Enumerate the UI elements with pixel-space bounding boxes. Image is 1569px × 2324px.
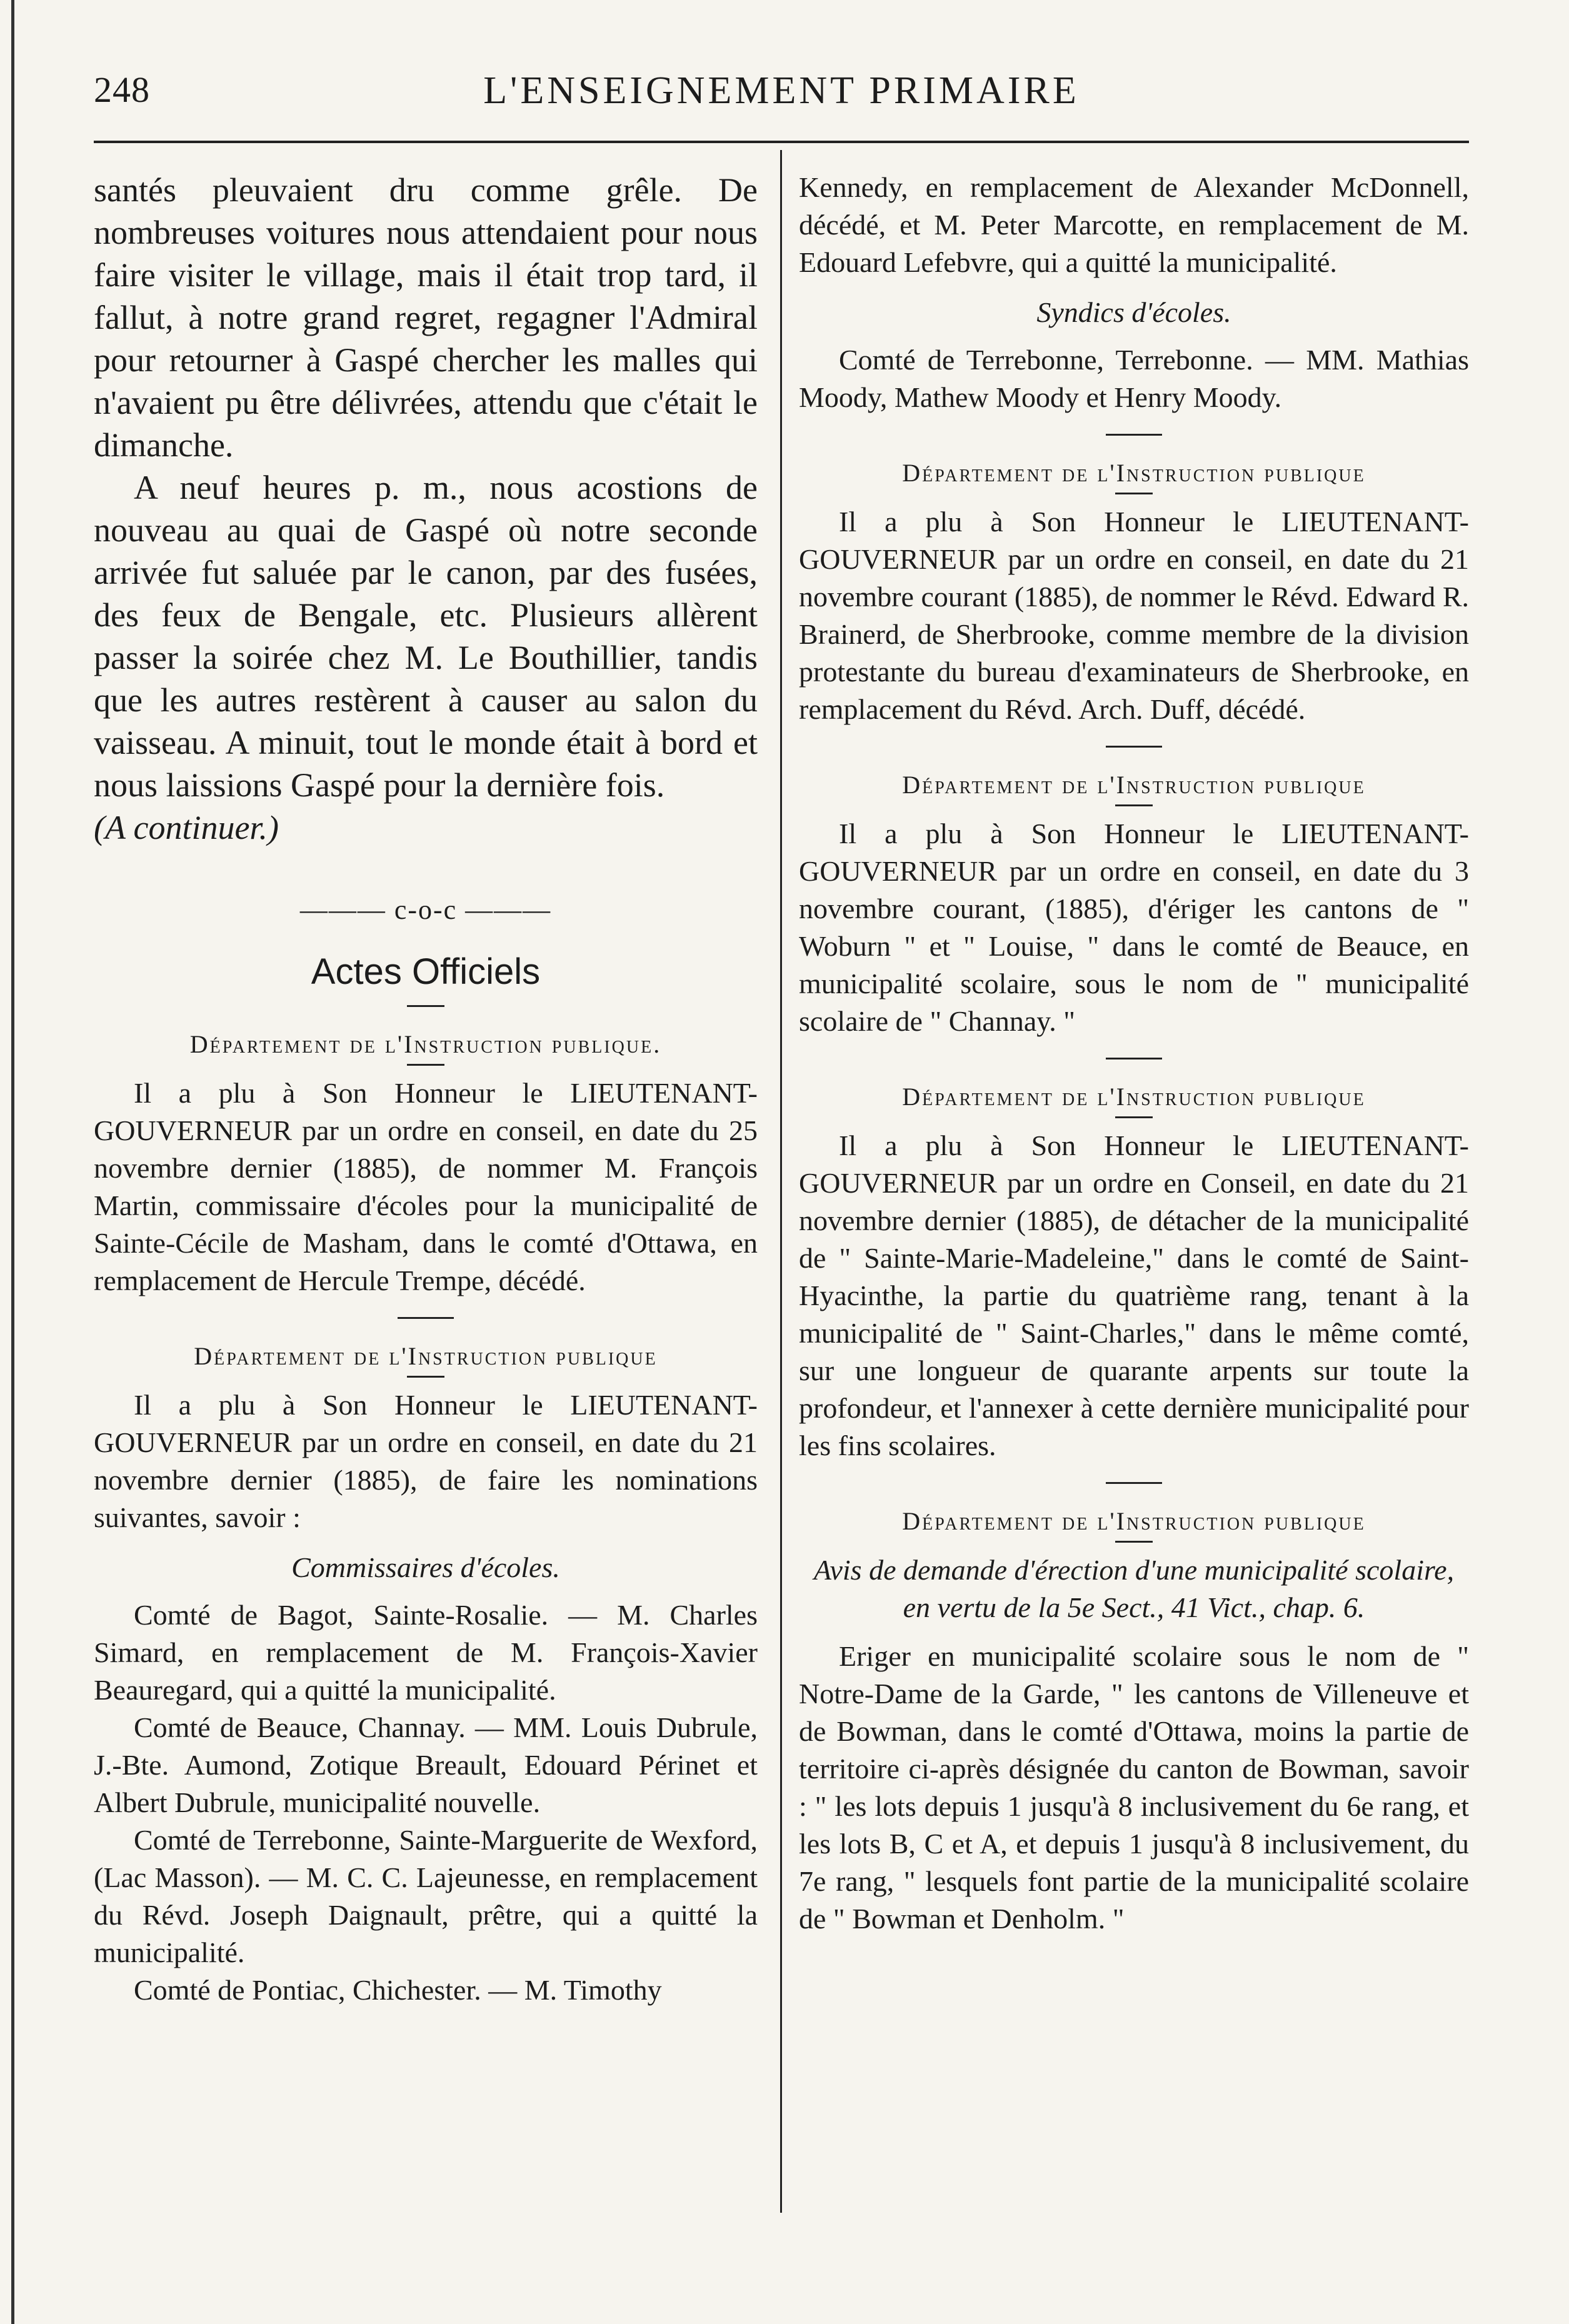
separator-rule bbox=[398, 1317, 454, 1319]
right-column bbox=[799, 169, 1469, 1938]
official-act: Il a plu à Son Honneur le LIEUTENANT-GOUVERNEUR par un ordre en conseil, en date du 25 novembre dernier (1885), de nommer M. François Martin, commissaire d'écoles pour la municipalité de Sainte-Cécile de Masham, dans le comté d'Ottawa, en remplacement de Hercule Trempe, décédé. bbox=[94, 1077, 758, 1296]
column-rule bbox=[780, 150, 782, 2213]
department-heading: Département de l'Instruction publique bbox=[902, 1507, 1366, 1535]
dash-rule bbox=[1115, 1541, 1153, 1543]
appointment-entry: Comté de Pontiac, Chichester. — M. Timothy bbox=[134, 1974, 662, 2006]
department-heading: Département de l'Instruction publique bbox=[902, 771, 1366, 799]
dash-rule bbox=[1115, 804, 1153, 806]
running-title: L'ENSEIGNEMENT PRIMAIRE bbox=[483, 69, 1080, 112]
subheading-syndics: Syndics d'écoles. bbox=[1036, 296, 1231, 328]
ornament-divider: ——— c-o-c ——— bbox=[299, 894, 552, 925]
dash-rule bbox=[407, 1005, 444, 1007]
official-act: Il a plu à Son Honneur le LIEUTENANT-GOUVERNEUR par un ordre en conseil, en date du 3 novembre courant, (1885), d'ériger les cantons de " Woburn " et " Louise, " dans le comté de Beauce, en municipalité scolaire, sous le nom de " municipalité scolaire de " Channay. " bbox=[799, 818, 1469, 1037]
header-rule bbox=[94, 141, 1469, 143]
department-heading: Département de l'Instruction publique bbox=[902, 1083, 1366, 1111]
department-heading: Département de l'Instruction publique. bbox=[189, 1030, 662, 1058]
official-act: Il a plu à Son Honneur le LIEUTENANT-GOUVERNEUR par un ordre en Conseil, en date du 21 novembre dernier (1885), de détacher de la municipalité de " Sainte-Marie-Madeleine," dans le comté de Saint-Hyacinthe, la partie du quatrième rang, tenant à la municipalité de " Saint-Charles," dans le même comté, sur une longueur de quarante arpents sur toute la profondeur, et l'annexer à cette dernière municipalité pour les fins scolaires. bbox=[799, 1129, 1469, 1461]
official-act: Il a plu à Son Honneur le LIEUTENANT-GOUVERNEUR par un ordre en conseil, en date du 21 novembre courant (1885), de nommer le Révd. Edward R. Brainerd, de Sherbrooke, comme membre de la division protestante du bureau d'examinateurs de Sherbrooke, en remplacement du Révd. Arch. Duff, décédé. bbox=[799, 506, 1469, 725]
subheading-commissaires: Commissaires d'écoles. bbox=[291, 1551, 560, 1583]
paragraph: A neuf heures p. m., nous acostions de nouveau au quai de Gaspé où notre seconde arrivée fut saluée par le canon, par des fusées, des feux de Bengale, etc. Plusieurs allèrent passer la soirée chez M. Le Bouthillier, tandis que les autres restèrent à causer au salon du vaisseau. A minuit, tout le monde était à bord et nous laissions Gaspé pour la dernière fois. bbox=[94, 469, 758, 804]
separator-rule bbox=[1106, 1482, 1162, 1484]
appointment-continuation: Kennedy, en remplacement de Alexander McDonnell, décédé, et M. Peter Marcotte, en remplacement de M. Edouard Lefebvre, qui a quitté la municipalité. bbox=[799, 171, 1469, 278]
separator-rule bbox=[1106, 746, 1162, 748]
appointment-entry: Comté de Terrebonne, Terrebonne. — MM. Mathias Moody, Mathew Moody et Henry Moody. bbox=[799, 344, 1469, 413]
dash-rule bbox=[1115, 493, 1153, 494]
dash-rule bbox=[407, 1376, 444, 1378]
page-number: 248 bbox=[94, 69, 150, 110]
department-heading: Département de l'Instruction publique bbox=[194, 1342, 658, 1370]
appointment-entry: Comté de Bagot, Sainte-Rosalie. — M. Charles Simard, en remplacement de M. François-Xavier Beauregard, qui a quitté la municipalité. bbox=[94, 1599, 758, 1706]
article-continuation bbox=[94, 169, 758, 849]
official-act: Il a plu à Son Honneur le LIEUTENANT-GOUVERNEUR par un ordre en conseil, en date du 21 novembre dernier (1885), de faire les nominations suivantes, savoir : bbox=[94, 1389, 758, 1533]
notice-title: Avis de demande d'érection d'une municipalité scolaire, en vertu de la 5e Sect., 41 Vict., chap. 6. bbox=[813, 1554, 1455, 1623]
department-heading: Département de l'Instruction publique bbox=[902, 459, 1366, 487]
page-binding-edge bbox=[11, 0, 14, 2324]
dash-rule bbox=[407, 1064, 444, 1066]
appointment-entry: Comté de Beauce, Channay. — MM. Louis Dubrule, J.-Bte. Aumond, Zotique Breault, Edouard Périnet et Albert Dubrule, municipalité nouvelle. bbox=[94, 1711, 758, 1818]
separator-rule bbox=[1106, 1058, 1162, 1059]
paragraph: santés pleuvaient dru comme grêle. De nombreuses voitures nous attendaient pour nous faire visiter le village, mais il était trop tard, il fallut, à notre grand regret, regagner l'Admiral pour retourner à Gaspé chercher les malles qui n'avaient pu être délivrées, attendu que c'était le dimanche. bbox=[94, 171, 758, 464]
section-title: Actes Officiels bbox=[311, 951, 541, 992]
appointment-entry: Comté de Terrebonne, Sainte-Marguerite de Wexford, (Lac Masson). — M. C. C. Lajeunesse, en remplacement du Révd. Joseph Daignault, prêtre, qui a quitté la municipalité. bbox=[94, 1824, 758, 1968]
official-act: Eriger en municipalité scolaire sous le nom de " Notre-Dame de la Garde, " les cantons de Villeneuve et de Bowman, dans le comté d'Ottawa, moins la partie de territoire ci-après désignée du canton de Bowman, savoir : " les lots depuis 1 jusqu'à 8 inclusivement du 6e rang, et les lots B, C et A, et depuis 1 jusqu'à 8 inclusivement, du 7e rang, " lesquels font partie de la municipalité scolaire de " Bowman et Denholm. " bbox=[799, 1640, 1469, 1935]
separator-rule bbox=[1106, 434, 1162, 436]
page-header bbox=[94, 69, 1469, 125]
left-column bbox=[94, 169, 758, 2009]
dash-rule bbox=[1115, 1116, 1153, 1118]
continue-note: (A continuer.) bbox=[94, 809, 279, 846]
